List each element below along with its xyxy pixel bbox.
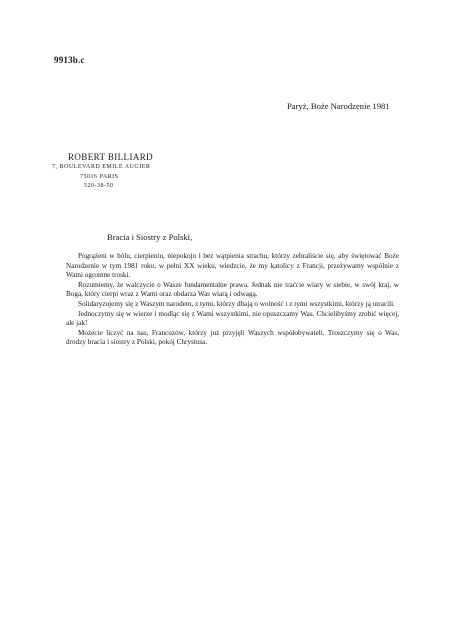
sender-phone: 520-38-50 — [84, 183, 114, 189]
document-reference: 9913b.c — [54, 55, 85, 65]
body-paragraph: Solidaryzujemy się z Waszym narodem, z tymi, którzy dbają o wolność i z tymi wszystkimi, którzy ją utracili. — [78, 299, 395, 308]
body-paragraph: Możecie liczyć na nas, Francuzów, którzy już przyjęli Waszych współobywateli. Troszczymy się o Was, drodzy bracia i siostry z Polski, pokój Chrystusa. — [66, 328, 399, 347]
dateline: Paryż, Boże Narodzenie 1981 — [287, 101, 390, 111]
sender-block — [52, 152, 252, 192]
letter-body — [66, 252, 399, 348]
sender-city: 75016 PARIS — [80, 173, 119, 180]
body-paragraph: Jednoczymy się w wierze i modląc się z Wami wszystkimi, nie opuszczamy Was. Chcielibyśmy zrobić więcej, ale jak! — [66, 309, 399, 328]
body-paragraph: Rozumiemy, że walczycie o Wasze fundamentalne prawa. Jednak nie traćcie wiary w siebie, w swój kraj, w Boga, który cierpi wraz z Wami oraz obdarza Was wiarą i odwagą. — [66, 280, 399, 299]
body-paragraph: Pogrążeni w bólu, cierpieniu, niepokoju i bez wątpienia strachu, którzy zebraliście się, aby świętować Boże Narodzenie w tym 1981 roku, w pełni XX wieku, wiedzcie, że my katolicy z Francji, przeżywamy wspólnie z Wami ogromne troski. — [66, 252, 399, 280]
salutation: Bracia i Siostry z Polski, — [107, 232, 193, 242]
sender-name: ROBERT BILLIARD — [68, 152, 154, 162]
sender-street: 7, BOULEVARD EMILE AUGIER — [52, 164, 151, 170]
